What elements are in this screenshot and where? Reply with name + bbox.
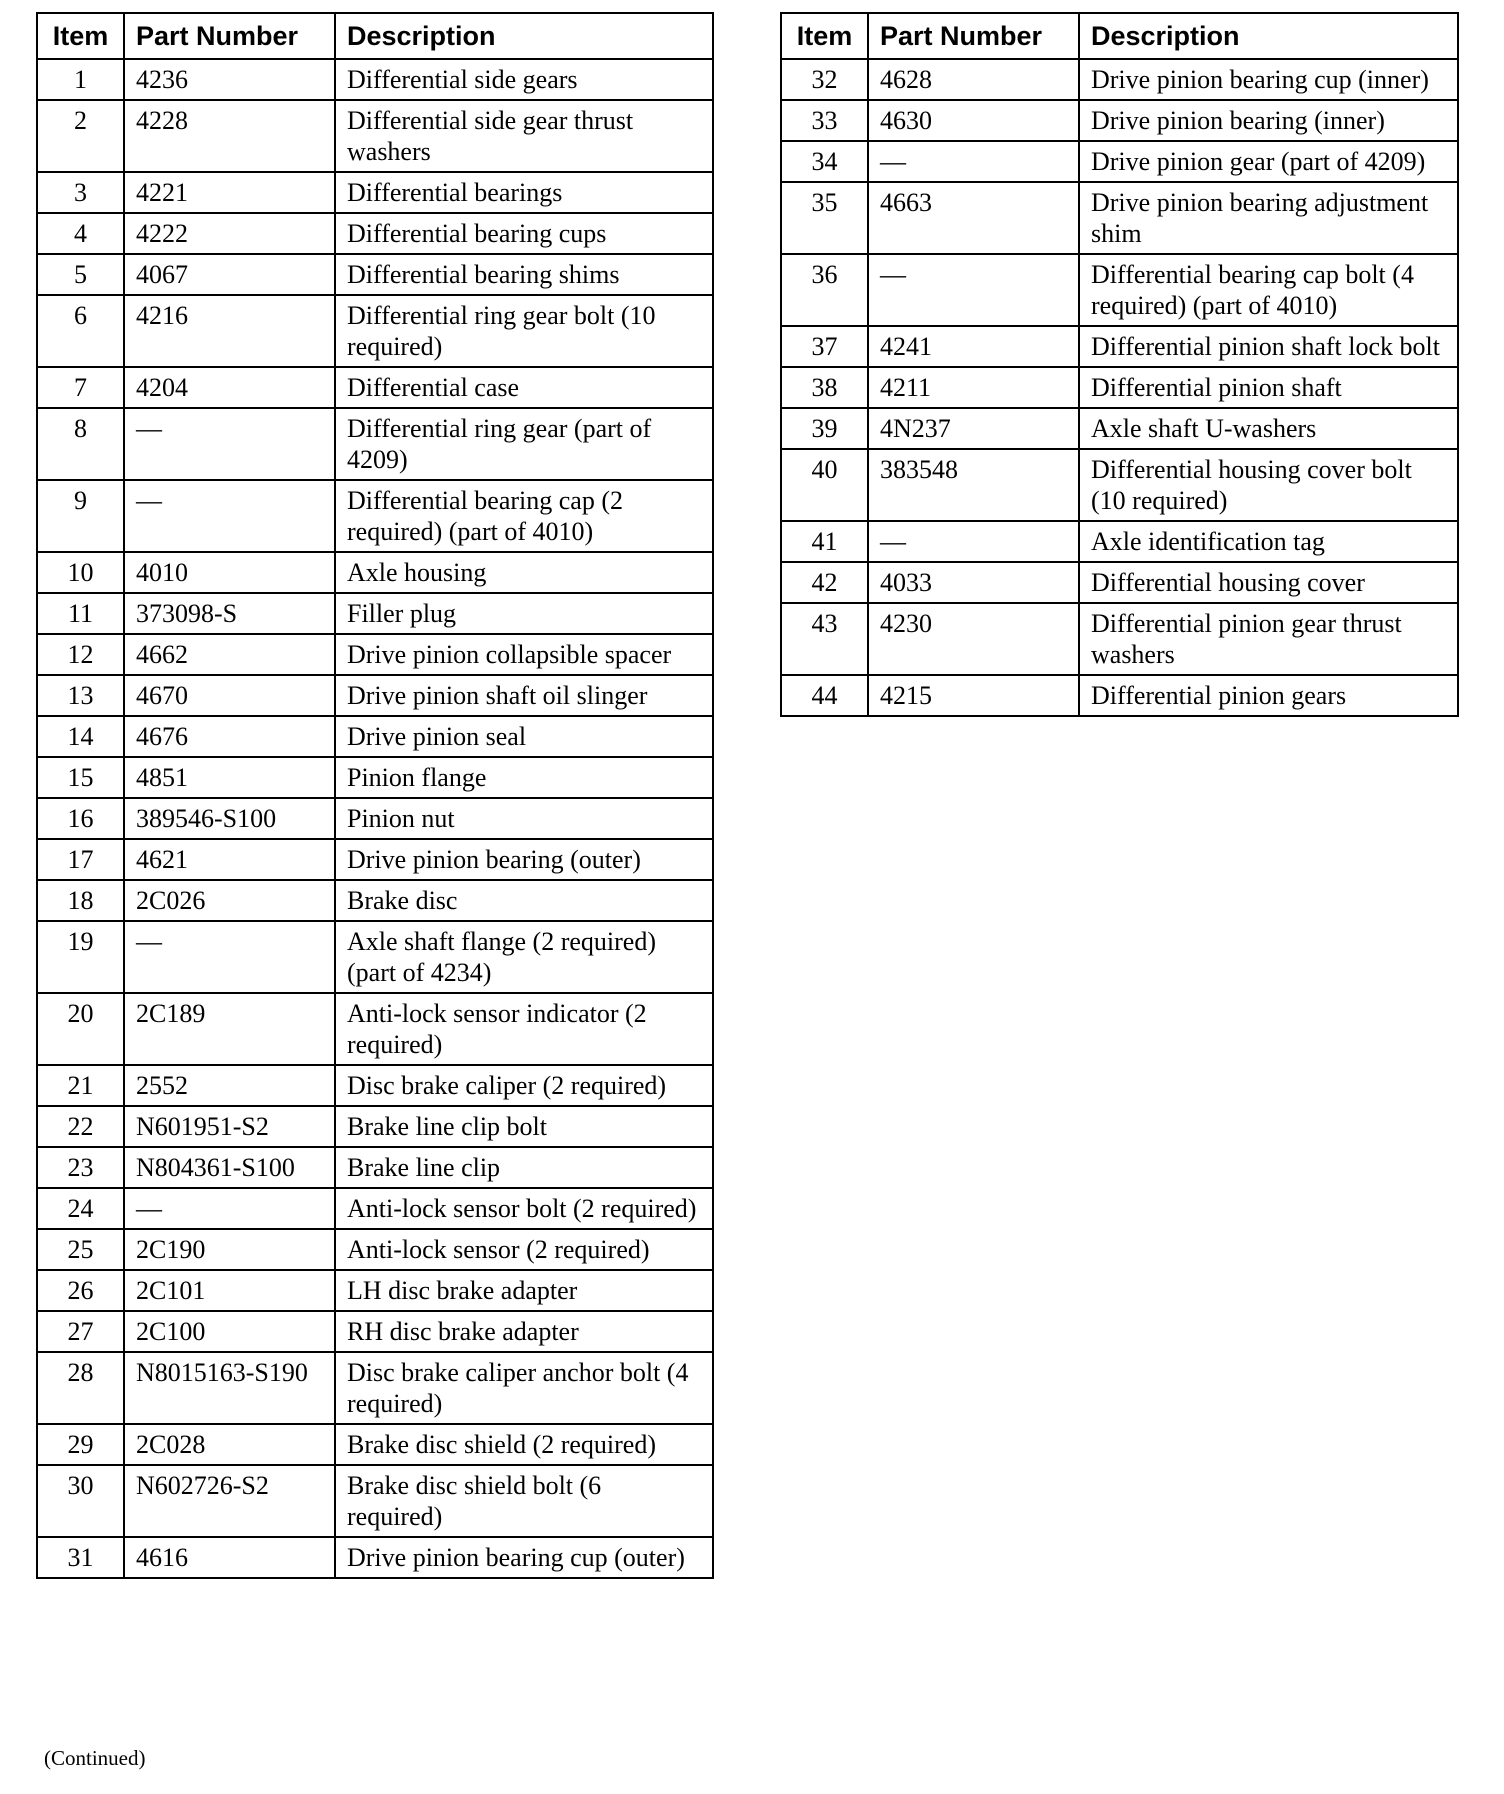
description-cell: Differential housing cover bolt (10 required) <box>1079 449 1458 521</box>
table-row <box>37 921 713 993</box>
part-number-cell: — <box>868 141 1079 182</box>
item-cell: 19 <box>37 921 124 993</box>
table-row <box>37 1537 713 1578</box>
table-row <box>37 1424 713 1465</box>
table-row <box>37 408 713 480</box>
description-cell: Brake disc shield bolt (6 required) <box>335 1465 713 1537</box>
description-cell: Brake disc <box>335 880 713 921</box>
header-description: Description <box>1079 13 1458 59</box>
item-cell: 27 <box>37 1311 124 1352</box>
description-cell: RH disc brake adapter <box>335 1311 713 1352</box>
item-cell: 31 <box>37 1537 124 1578</box>
description-cell: Axle identification tag <box>1079 521 1458 562</box>
item-cell: 32 <box>781 59 868 100</box>
table-row <box>37 1311 713 1352</box>
description-cell: Drive pinion bearing adjustment shim <box>1079 182 1458 254</box>
table-row <box>37 1352 713 1424</box>
part-number-cell: 2C190 <box>124 1229 335 1270</box>
item-cell: 6 <box>37 295 124 367</box>
part-number-cell: 2C189 <box>124 993 335 1065</box>
item-cell: 26 <box>37 1270 124 1311</box>
item-cell: 2 <box>37 100 124 172</box>
part-number-cell: 4621 <box>124 839 335 880</box>
table-row <box>37 1465 713 1537</box>
description-cell: Drive pinion bearing (outer) <box>335 839 713 880</box>
table-row <box>37 675 713 716</box>
item-cell: 44 <box>781 675 868 716</box>
description-cell: Differential bearings <box>335 172 713 213</box>
table-row <box>37 172 713 213</box>
item-cell: 18 <box>37 880 124 921</box>
description-cell: Brake disc shield (2 required) <box>335 1424 713 1465</box>
part-number-cell: 4N237 <box>868 408 1079 449</box>
part-number-cell: 2C101 <box>124 1270 335 1311</box>
description-cell: Drive pinion collapsible spacer <box>335 634 713 675</box>
item-cell: 35 <box>781 182 868 254</box>
item-cell: 43 <box>781 603 868 675</box>
description-cell: Drive pinion seal <box>335 716 713 757</box>
part-number-cell: 373098-S <box>124 593 335 634</box>
table-row <box>37 367 713 408</box>
part-number-cell: 2C100 <box>124 1311 335 1352</box>
description-cell: Differential pinion shaft <box>1079 367 1458 408</box>
table-row <box>781 254 1458 326</box>
description-cell: Differential case <box>335 367 713 408</box>
part-number-cell: N8015163-S190 <box>124 1352 335 1424</box>
part-number-cell: 4216 <box>124 295 335 367</box>
item-cell: 42 <box>781 562 868 603</box>
part-number-cell: 2C028 <box>124 1424 335 1465</box>
item-cell: 17 <box>37 839 124 880</box>
item-cell: 24 <box>37 1188 124 1229</box>
part-number-cell: — <box>868 521 1079 562</box>
part-number-cell: 4067 <box>124 254 335 295</box>
part-number-cell: 4241 <box>868 326 1079 367</box>
table-row <box>37 1147 713 1188</box>
description-cell: Anti-lock sensor (2 required) <box>335 1229 713 1270</box>
description-cell: Differential housing cover <box>1079 562 1458 603</box>
item-cell: 40 <box>781 449 868 521</box>
part-number-cell: N602726-S2 <box>124 1465 335 1537</box>
description-cell: Axle housing <box>335 552 713 593</box>
header-description: Description <box>335 13 713 59</box>
description-cell: Differential side gear thrust washers <box>335 100 713 172</box>
table-row <box>37 59 713 100</box>
part-number-cell: 4630 <box>868 100 1079 141</box>
table-row <box>781 408 1458 449</box>
part-number-cell: 4211 <box>868 367 1079 408</box>
table-row <box>37 480 713 552</box>
part-number-cell: — <box>124 1188 335 1229</box>
item-cell: 33 <box>781 100 868 141</box>
part-number-cell: 4851 <box>124 757 335 798</box>
item-cell: 4 <box>37 213 124 254</box>
description-cell: Differential pinion gear thrust washers <box>1079 603 1458 675</box>
item-cell: 13 <box>37 675 124 716</box>
part-number-cell: 4221 <box>124 172 335 213</box>
item-cell: 22 <box>37 1106 124 1147</box>
table-row <box>781 182 1458 254</box>
table-row <box>37 1065 713 1106</box>
part-number-cell: 383548 <box>868 449 1079 521</box>
part-number-cell: — <box>124 921 335 993</box>
part-number-cell: — <box>868 254 1079 326</box>
part-number-cell: 2C026 <box>124 880 335 921</box>
parts-table-right <box>780 12 1459 717</box>
table-row <box>37 254 713 295</box>
part-number-cell: 4616 <box>124 1537 335 1578</box>
description-cell: Filler plug <box>335 593 713 634</box>
description-cell: Differential side gears <box>335 59 713 100</box>
part-number-cell: — <box>124 480 335 552</box>
header-part-number: Part Number <box>868 13 1079 59</box>
part-number-cell: 4676 <box>124 716 335 757</box>
description-cell: Drive pinion bearing cup (outer) <box>335 1537 713 1578</box>
description-cell: Differential ring gear (part of 4209) <box>335 408 713 480</box>
table-row <box>37 880 713 921</box>
table-row <box>781 675 1458 716</box>
table-row <box>37 552 713 593</box>
description-cell: Drive pinion bearing (inner) <box>1079 100 1458 141</box>
description-cell: Differential bearing cups <box>335 213 713 254</box>
part-number-cell: 4228 <box>124 100 335 172</box>
part-number-cell: 4033 <box>868 562 1079 603</box>
item-cell: 30 <box>37 1465 124 1537</box>
item-cell: 34 <box>781 141 868 182</box>
table-row <box>781 367 1458 408</box>
part-number-cell: 4215 <box>868 675 1079 716</box>
part-number-cell: 4222 <box>124 213 335 254</box>
table-row <box>781 59 1458 100</box>
item-cell: 10 <box>37 552 124 593</box>
item-cell: 15 <box>37 757 124 798</box>
description-cell: Brake line clip bolt <box>335 1106 713 1147</box>
part-number-cell: N601951-S2 <box>124 1106 335 1147</box>
description-cell: Differential pinion gears <box>1079 675 1458 716</box>
description-cell: Differential bearing cap (2 required) (part of 4010) <box>335 480 713 552</box>
item-cell: 12 <box>37 634 124 675</box>
item-cell: 25 <box>37 1229 124 1270</box>
part-number-cell: — <box>124 408 335 480</box>
table-row <box>37 993 713 1065</box>
description-cell: Axle shaft U-washers <box>1079 408 1458 449</box>
table-row <box>37 593 713 634</box>
table-row <box>37 634 713 675</box>
header-row <box>781 13 1458 59</box>
parts-table-left <box>36 12 714 1579</box>
item-cell: 21 <box>37 1065 124 1106</box>
table-row <box>781 326 1458 367</box>
part-number-cell: 4670 <box>124 675 335 716</box>
table-row <box>37 295 713 367</box>
part-number-cell: N804361-S100 <box>124 1147 335 1188</box>
item-cell: 38 <box>781 367 868 408</box>
table-row <box>37 716 713 757</box>
description-cell: Axle shaft flange (2 required) (part of 4234) <box>335 921 713 993</box>
description-cell: Anti-lock sensor bolt (2 required) <box>335 1188 713 1229</box>
table-row <box>37 213 713 254</box>
part-number-cell: 4628 <box>868 59 1079 100</box>
header-part-number: Part Number <box>124 13 335 59</box>
item-cell: 41 <box>781 521 868 562</box>
parts-table-right-body <box>781 59 1458 716</box>
table-row <box>781 141 1458 182</box>
part-number-cell: 4204 <box>124 367 335 408</box>
table-row <box>781 521 1458 562</box>
description-cell: Differential bearing shims <box>335 254 713 295</box>
description-cell: Differential bearing cap bolt (4 required) (part of 4010) <box>1079 254 1458 326</box>
item-cell: 9 <box>37 480 124 552</box>
table-row <box>781 100 1458 141</box>
description-cell: Brake line clip <box>335 1147 713 1188</box>
header-row <box>37 13 713 59</box>
item-cell: 36 <box>781 254 868 326</box>
header-item: Item <box>781 13 868 59</box>
item-cell: 39 <box>781 408 868 449</box>
description-cell: Pinion flange <box>335 757 713 798</box>
table-row <box>37 1229 713 1270</box>
part-number-cell: 4662 <box>124 634 335 675</box>
table-row <box>37 1270 713 1311</box>
description-cell: Drive pinion bearing cup (inner) <box>1079 59 1458 100</box>
header-item: Item <box>37 13 124 59</box>
part-number-cell: 2552 <box>124 1065 335 1106</box>
table-row <box>37 1106 713 1147</box>
description-cell: Pinion nut <box>335 798 713 839</box>
table-row <box>37 798 713 839</box>
item-cell: 5 <box>37 254 124 295</box>
item-cell: 7 <box>37 367 124 408</box>
part-number-cell: 4010 <box>124 552 335 593</box>
description-cell: Disc brake caliper (2 required) <box>335 1065 713 1106</box>
item-cell: 8 <box>37 408 124 480</box>
description-cell: Anti-lock sensor indicator (2 required) <box>335 993 713 1065</box>
table-row <box>781 449 1458 521</box>
continued-note: (Continued) <box>44 1746 146 1770</box>
part-number-cell: 4663 <box>868 182 1079 254</box>
part-number-cell: 389546-S100 <box>124 798 335 839</box>
description-cell: Differential ring gear bolt (10 required) <box>335 295 713 367</box>
item-cell: 3 <box>37 172 124 213</box>
description-cell: Drive pinion gear (part of 4209) <box>1079 141 1458 182</box>
part-number-cell: 4236 <box>124 59 335 100</box>
part-number-cell: 4230 <box>868 603 1079 675</box>
item-cell: 14 <box>37 716 124 757</box>
item-cell: 11 <box>37 593 124 634</box>
description-cell: Disc brake caliper anchor bolt (4 required) <box>335 1352 713 1424</box>
description-cell: Differential pinion shaft lock bolt <box>1079 326 1458 367</box>
item-cell: 23 <box>37 1147 124 1188</box>
table-row <box>37 757 713 798</box>
item-cell: 28 <box>37 1352 124 1424</box>
item-cell: 20 <box>37 993 124 1065</box>
description-cell: Drive pinion shaft oil slinger <box>335 675 713 716</box>
table-row <box>37 1188 713 1229</box>
item-cell: 1 <box>37 59 124 100</box>
item-cell: 37 <box>781 326 868 367</box>
item-cell: 16 <box>37 798 124 839</box>
parts-table-left-body <box>37 59 713 1578</box>
description-cell: LH disc brake adapter <box>335 1270 713 1311</box>
table-row <box>781 603 1458 675</box>
table-row <box>781 562 1458 603</box>
item-cell: 29 <box>37 1424 124 1465</box>
table-row <box>37 839 713 880</box>
table-row <box>37 100 713 172</box>
